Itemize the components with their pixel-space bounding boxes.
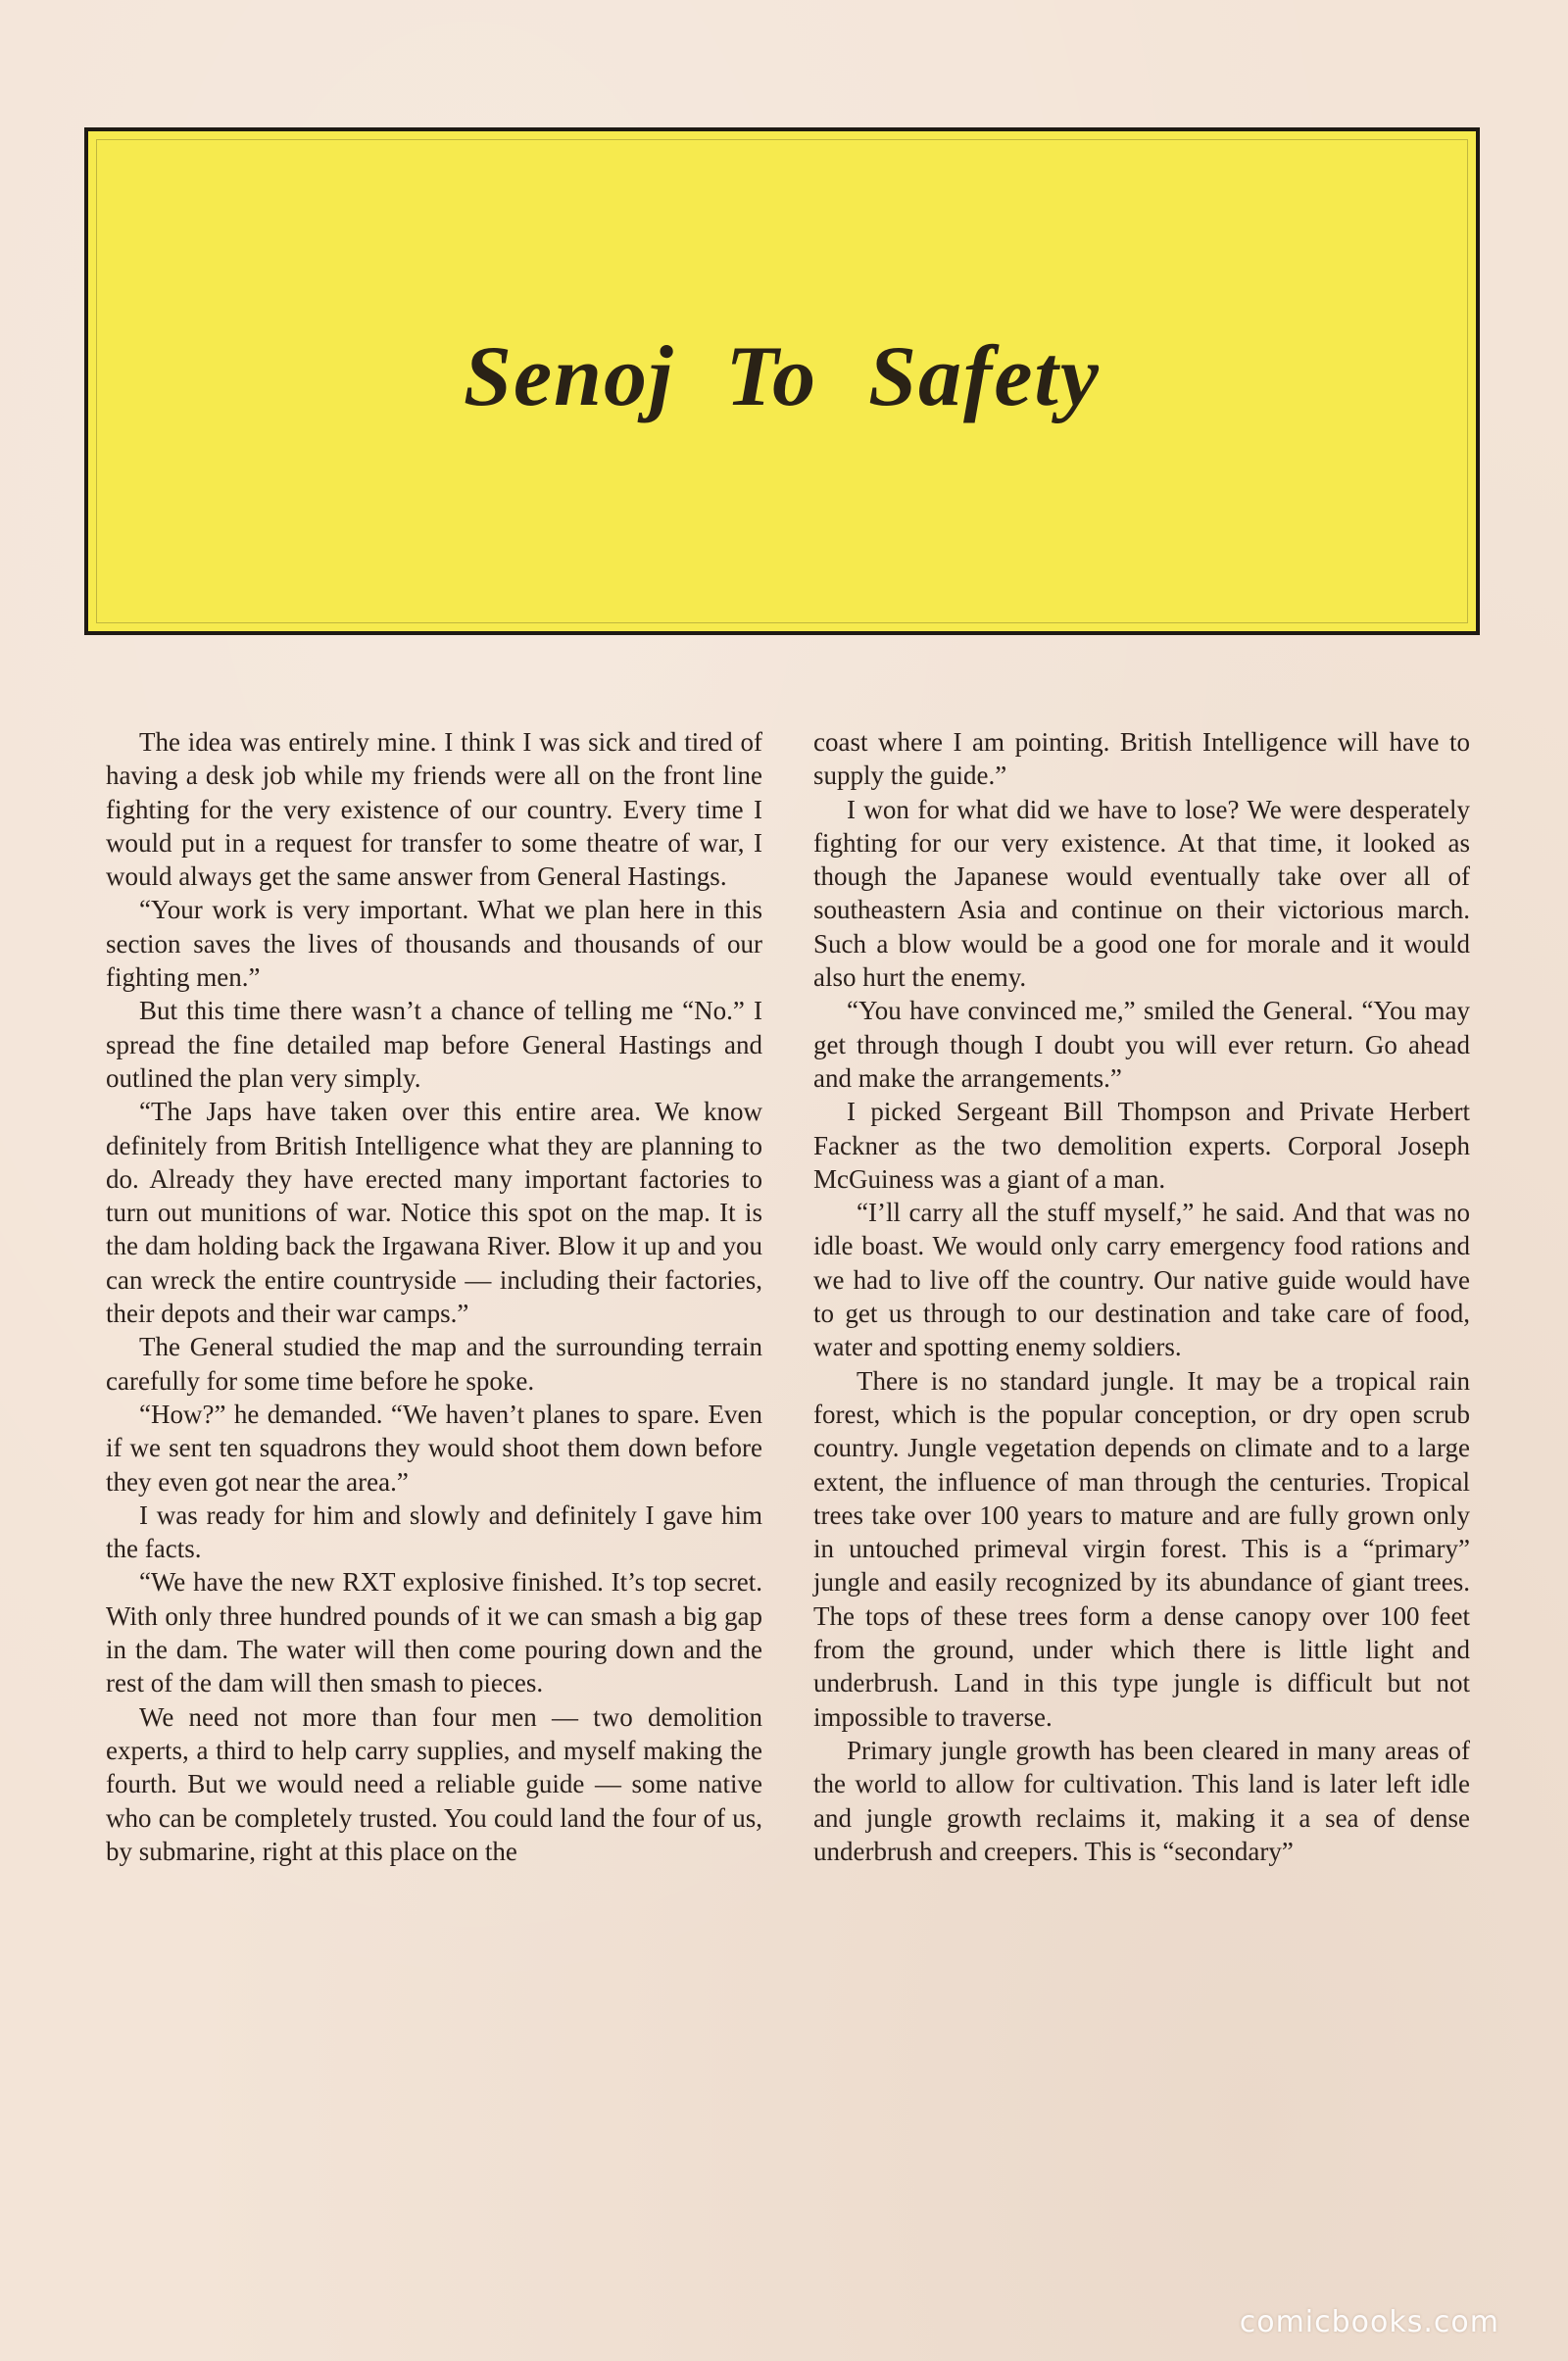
paragraph: “I’ll carry all the stuff myself,” he said. And that was no idle boast. We would only carry emergency food rations and we had to live off the country. Our native guide would have to get us through to our destination and take care of food, water and spotting enemy soldiers. — [813, 1198, 1470, 1362]
paragraph: “Your work is very important. What we plan here in this section saves the lives of thousands and thousands of our fighting men.” — [106, 895, 762, 993]
left-text-column — [106, 725, 762, 1868]
watermark: comicbooks.com — [1239, 2305, 1499, 2339]
paragraph: “You have convinced me,” smiled the General. “You may get through though I doubt you will ever return. Go ahead and make the arrangements.” — [813, 996, 1470, 1093]
paragraph: Primary jungle growth has been cleared in many areas of the world to allow for cultivation. This land is later left idle and jungle growth reclaims it, making it a sea of dense underbrush and creepers. This is “secondary” — [813, 1735, 1470, 1866]
title-panel — [84, 127, 1480, 635]
paragraph: I won for what did we have to lose? We were desperately fighting for our very existence. At that time, it looked as though the Japanese would eventually take over all of southeastern Asia and continue on their victorious march. Such a blow would be a good one for morale and it would also hurt the enemy. — [813, 794, 1470, 993]
paragraph: I picked Sergeant Bill Thompson and Private Herbert Fackner as the two demolition experts. Corporal Joseph McGuiness was a giant of a man. — [813, 1097, 1470, 1194]
paragraph: “The Japs have taken over this entire area. We know definitely from British Intelligence what they are planning to do. Already they have erected many important factories to turn out munitions of war. Notice this spot on the map. It is the dam holding back the Irgawana River. Blow it up and you can wreck the entire countryside — including their factories, their depots and their war camps.” — [106, 1097, 762, 1329]
paragraph: We need not more than four men — two demolition experts, a third to help carry supplies, and myself making the fourth. But we would need a reliable guide — some native who can be completely trusted. You could land the four of us, by submarine, right at this place on the — [106, 1701, 762, 1866]
paragraph: The idea was entirely mine. I think I was sick and tired of having a desk job while my friends were all on the front line fighting for the very existence of our country. Every time I would put in a request for transfer to some theatre of war, I would always get the same answer from General Hastings. — [106, 727, 762, 892]
page-title: Senoj To Safety — [464, 329, 1101, 424]
paragraph: “How?” he demanded. “We haven’t planes to spare. Even if we sent ten squadrons they would shoot them down before they even got near the area.” — [106, 1399, 762, 1497]
paragraph: The General studied the map and the surrounding terrain carefully for some time before he spoke. — [106, 1332, 762, 1396]
right-text-column — [813, 725, 1470, 1868]
paragraph: “We have the new RXT explosive finished. It’s top secret. With only three hundred pounds of it we can smash a big gap in the dam. The water will then come pouring down and the rest of the dam will then smash to pieces. — [106, 1567, 762, 1698]
paragraph: coast where I am pointing. British Intelligence will have to supply the guide.” — [813, 727, 1470, 791]
paragraph: But this time there wasn’t a chance of telling me “No.” I spread the fine detailed map before General Hastings and outlined the plan very simply. — [106, 996, 762, 1093]
paragraph: I was ready for him and slowly and definitely I gave him the facts. — [106, 1500, 762, 1564]
paragraph: There is no standard jungle. It may be a tropical rain forest, which is the popular conception, or dry open scrub country. Jungle vegetation depends on climate and to a large extent, the influence of man through the centuries. Tropical trees take over 100 years to mature and are fully grown only in untouched primeval virgin forest. This is a “primary” jungle and easily recognized by its abundance of giant trees. The tops of these trees form a dense canopy over 100 feet from the ground, under which there is little light and underbrush. Land in this type jungle is difficult but not impossible to traverse. — [813, 1365, 1470, 1732]
